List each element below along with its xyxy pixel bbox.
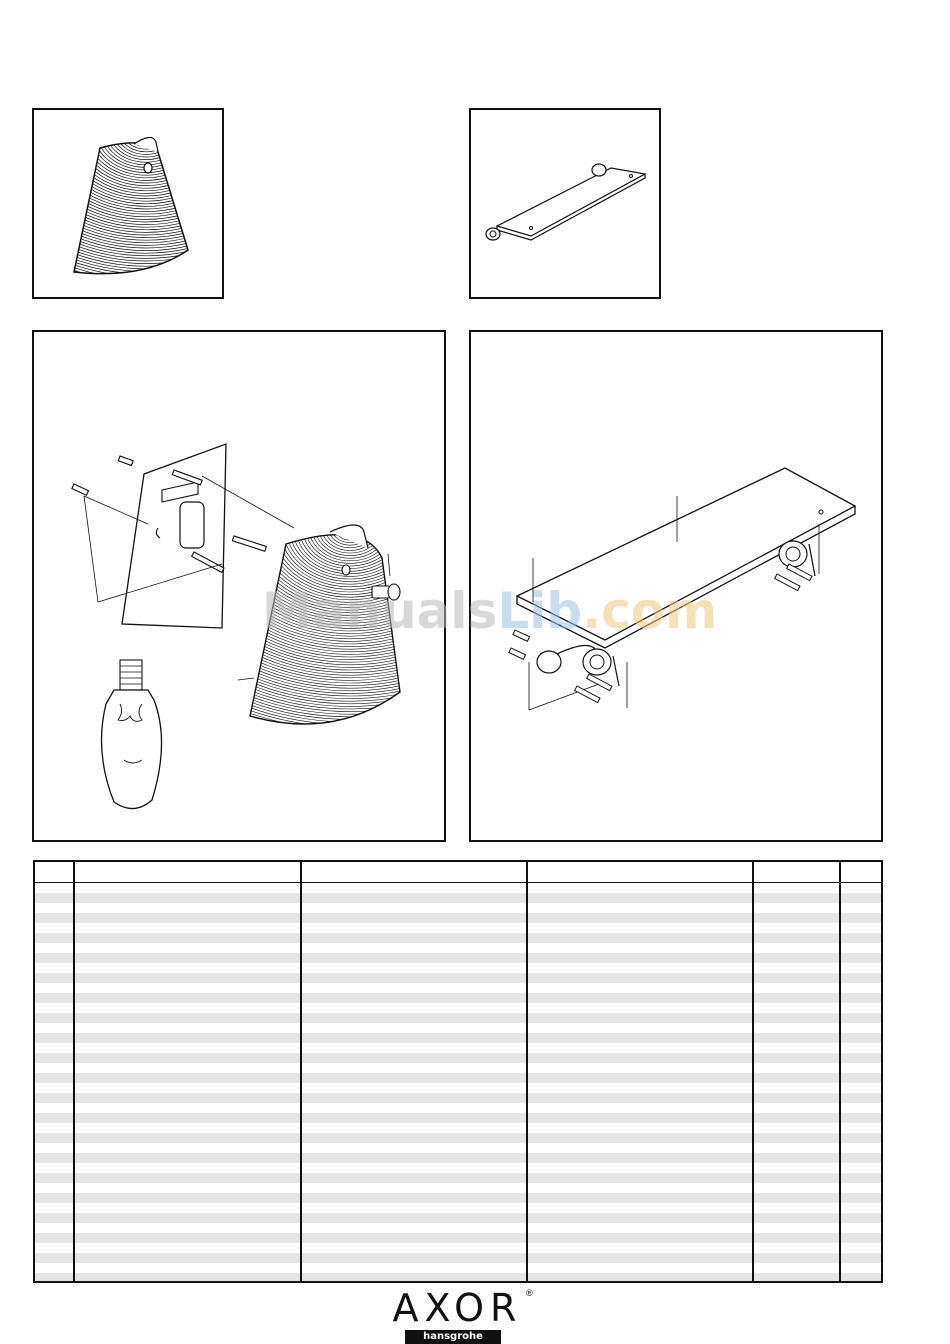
axor-logo bbox=[380, 1286, 540, 1344]
parts-table-rows bbox=[35, 883, 881, 1281]
column-divider bbox=[752, 862, 754, 1281]
brand-name: AXOR bbox=[392, 1286, 523, 1330]
watermark-part2: Lib bbox=[497, 582, 583, 640]
parts-table bbox=[33, 860, 883, 1283]
shelf-product-view bbox=[469, 108, 661, 299]
column-divider bbox=[839, 862, 841, 1281]
column-divider bbox=[300, 862, 302, 1281]
registered-mark: ® bbox=[526, 1288, 533, 1298]
column-divider bbox=[73, 862, 75, 1281]
column-divider bbox=[526, 862, 528, 1281]
brand-sub: hansgrohe bbox=[405, 1330, 501, 1344]
lamp-product-view bbox=[32, 108, 224, 299]
parts-table-header bbox=[35, 862, 881, 884]
watermark-part3: .com bbox=[582, 582, 718, 640]
watermark bbox=[262, 582, 717, 640]
watermark-part1: Manuals bbox=[262, 582, 498, 640]
